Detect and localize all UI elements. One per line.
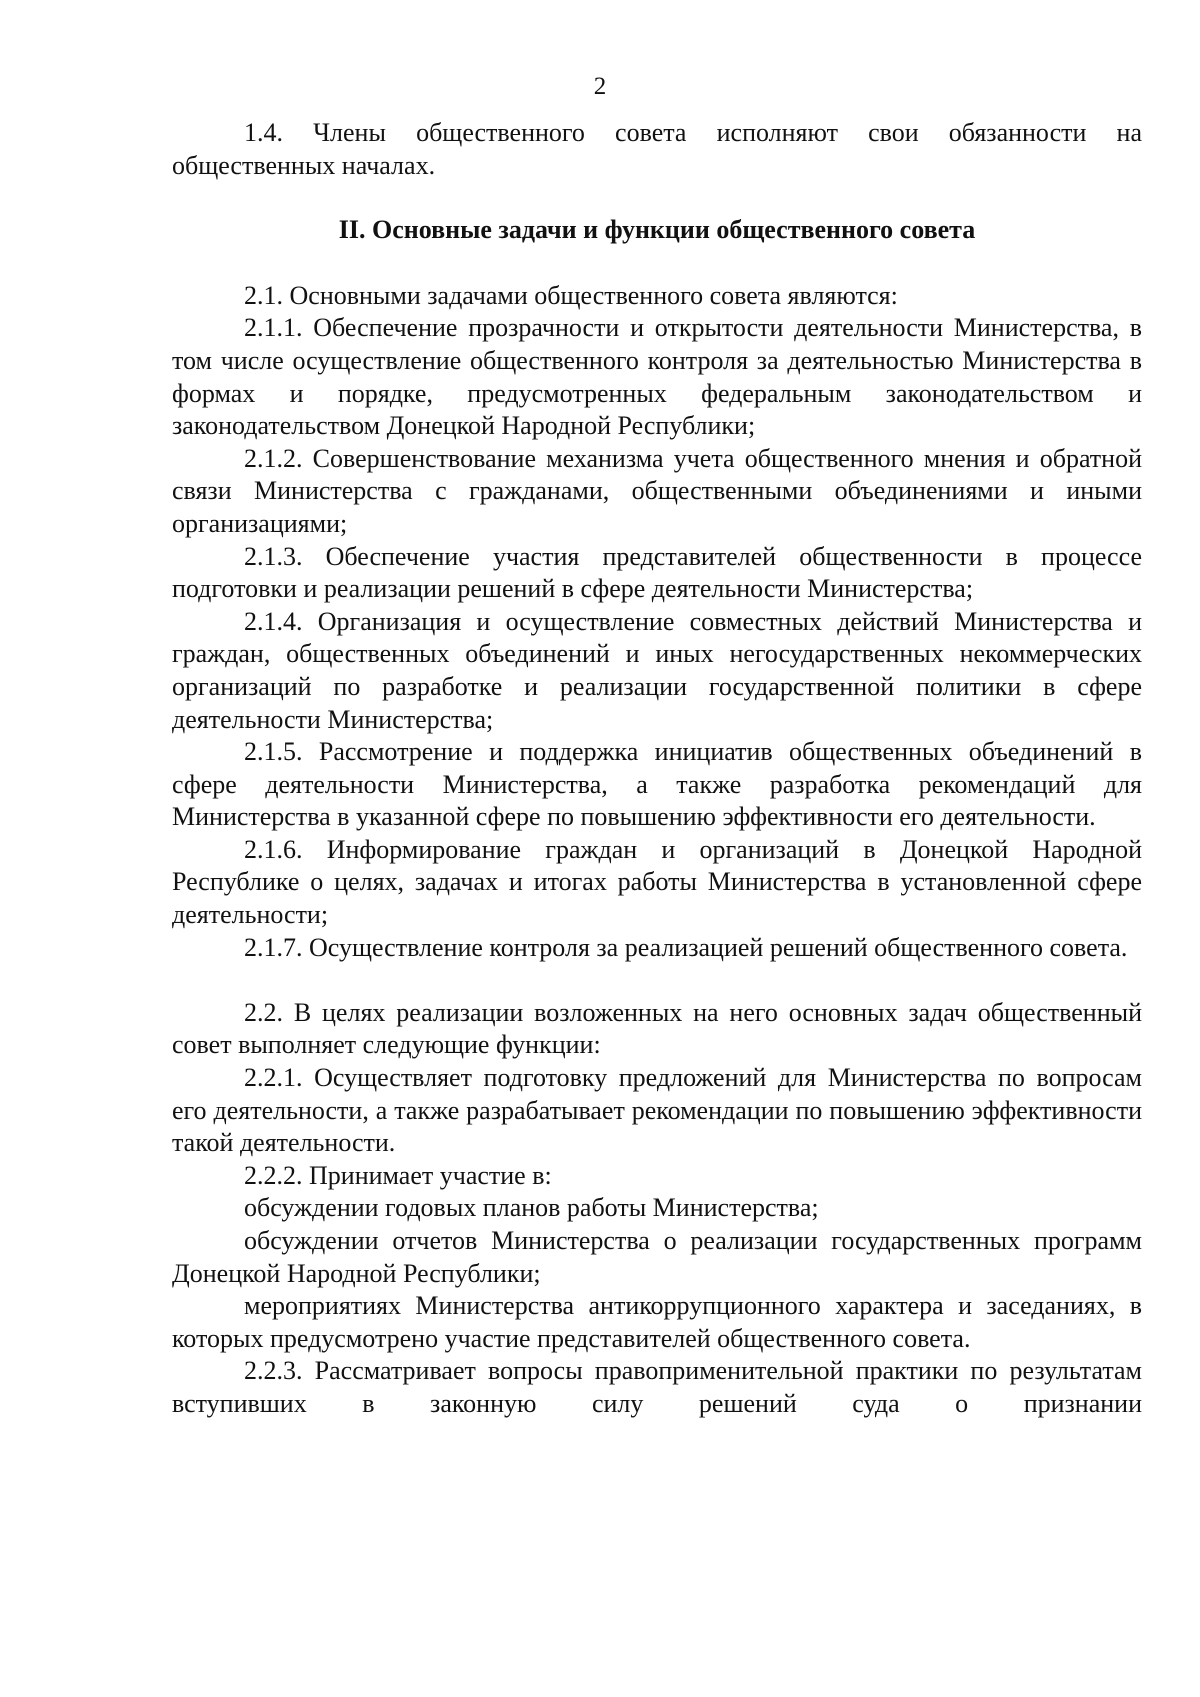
paragraph-2-1-2: 2.1.2. Совершенствование механизма учета общественного мнения и обратной связи Министерства с гражданами, общественными объединениями и иными организациями;: [172, 443, 1142, 538]
paragraph-2-2: 2.2. В целях реализации возложенных на него основных задач общественный совет выполняет следующие функции:: [172, 997, 1142, 1060]
paragraph-2-1-7: 2.1.7. Осуществление контроля за реализацией решений общественного совета.: [244, 932, 1128, 962]
paragraph-2-1-3: 2.1.3. Обеспечение участия представителей общественности в процессе подготовки и реализации решений в сфере деятельности Министерства;: [172, 541, 1142, 604]
paragraph-2-1-1: 2.1.1. Обеспечение прозрачности и открытости деятельности Министерства, в том числе осуществление общественного контроля за деятельностью Министерства в формах и порядке, предусмотренных федеральным законодательством и законодательством Донецкой Народной Республики;: [172, 313, 1142, 441]
document-body: [172, 117, 1142, 1421]
page-number: 2: [593, 73, 607, 100]
paragraph-spacer: [172, 964, 1142, 997]
paragraph-2-1-6: 2.1.6. Информирование граждан и организаций в Донецкой Народной Республике о целях, задачах и итогах работы Министерства в установленной сфере деятельности;: [172, 834, 1142, 930]
paragraph-1-4: 1.4. Члены общественного совета исполняют свои обязанности на общественных началах.: [172, 118, 1142, 180]
paragraph-2-1-4: 2.1.4. Организация и осуществление совместных действий Министерства и граждан, общественных объединений и иных негосударственных некоммерческих организаций по разработке и реализации государственной политики в сфере деятельности Министерства;: [172, 606, 1142, 734]
paragraph-2-2-3: 2.2.3. Рассматривает вопросы правоприменительной практики по результатам вступивших в законную силу решений суда о признании: [172, 1356, 1142, 1418]
list-item-events: мероприятиях Министерства антикоррупционного характера и заседаниях, в которых предусмотрено участие представителей общественного совета.: [172, 1291, 1142, 1353]
paragraph-2-2-2: 2.2.2. Принимает участие в:: [244, 1160, 552, 1190]
paragraph-2-1-5: 2.1.5. Рассмотрение и поддержка инициатив общественных объединений в сфере деятельности Министерства, а также разработка рекомендаций для Министерства в указанной сфере по повышению эффективности его деятельности.: [172, 737, 1142, 832]
list-item-reports: обсуждении отчетов Министерства о реализации государственных программ Донецкой Народной Республики;: [172, 1226, 1142, 1288]
paragraph-2-2-1: 2.2.1. Осуществляет подготовку предложений для Министерства по вопросам его деятельности, а также разрабатывает рекомендации по повышению эффективности такой деятельности.: [172, 1063, 1142, 1158]
paragraph-2-1: 2.1. Основными задачами общественного совета являются:: [244, 280, 898, 310]
section-heading: II. Основные задачи и функции общественного совета: [338, 215, 976, 245]
list-item-annual-plans: обсуждении годовых планов работы Министерства;: [244, 1193, 819, 1223]
